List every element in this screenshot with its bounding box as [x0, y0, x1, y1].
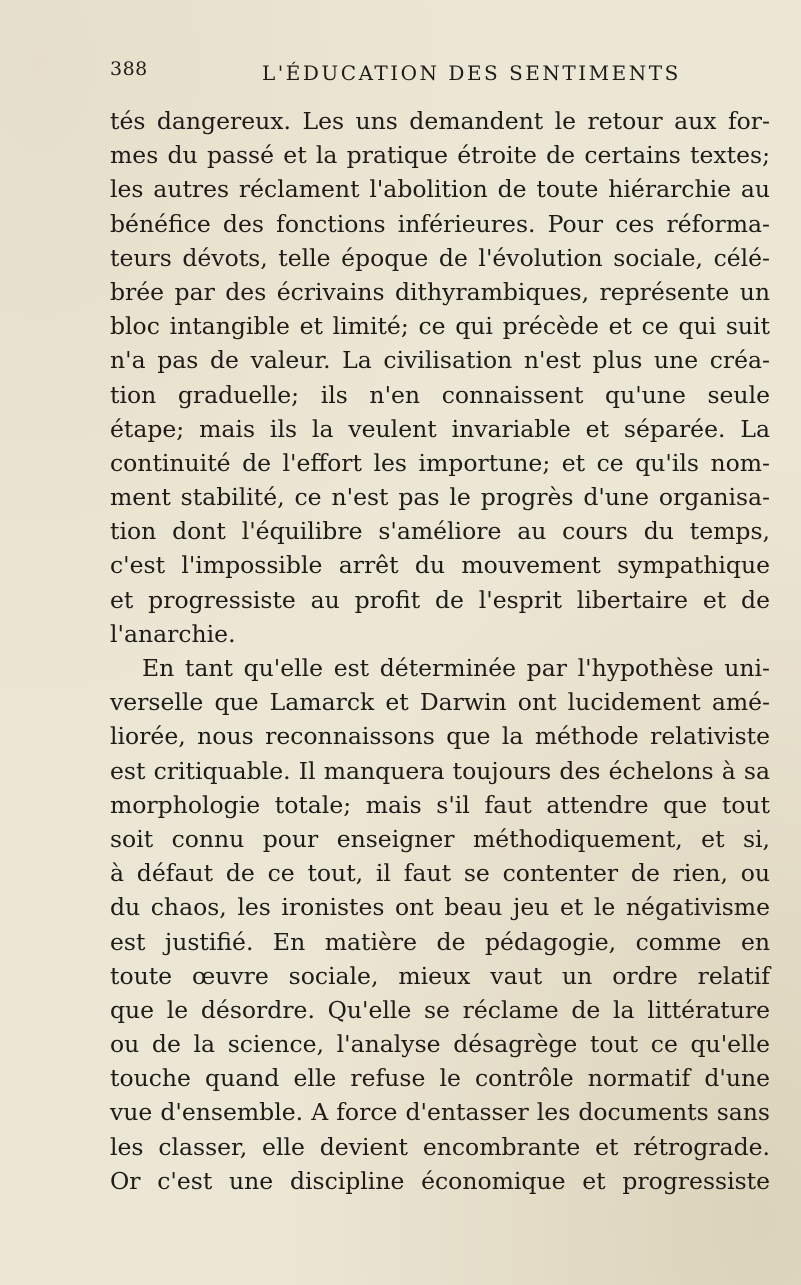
text-line: tés dangereux. Les uns demandent le retour aux for- [110, 107, 770, 135]
text-line: est justifié. En matière de pédagogie, comme en [110, 927, 770, 956]
text-line: ment stabilité, ce n'est pas le progrès d'une organisa- [110, 483, 770, 512]
text-line: touche quand elle refuse le contrôle normatif d'une [110, 1064, 770, 1093]
text-line: n'a pas de valeur. La civilisation n'est plus une créa- [110, 346, 770, 375]
text-line: teurs dévots, telle époque de l'évolution sociale, célé- [110, 243, 770, 272]
page-header [0, 50, 801, 90]
page-number: 388 [110, 58, 148, 80]
text-line: brée par des écrivains dithyrambiques, représente un [110, 277, 770, 306]
text-line: et progressiste au profit de l'esprit libertaire et de [110, 585, 770, 614]
running-title: L'ÉDUCATION DES SENTIMENTS [262, 61, 681, 85]
text-line: les classer, elle devient encombrante et rétrograde. [110, 1132, 770, 1161]
text-line: tion dont l'équilibre s'améliore au cours du temps, [110, 517, 770, 546]
text-line: soit connu pour enseigner méthodiquement, et si, [110, 824, 770, 853]
text-line: morphologie totale; mais s'il faut attendre que tout [110, 790, 770, 819]
text-line: verselle que Lamarck et Darwin ont lucidement amé- [110, 688, 770, 717]
text-line: toute œuvre sociale, mieux vaut un ordre relatif [110, 961, 770, 990]
text-line: l'anarchie. [110, 619, 236, 648]
text-line: c'est l'impossible arrêt du mouvement sympathique [110, 551, 770, 580]
paragraph [110, 104, 770, 651]
text-line: bénéfice des fonctions inférieures. Pour ces réforma- [110, 209, 770, 238]
text-line: mes du passé et la pratique étroite de certains textes; [110, 141, 770, 170]
text-line: ou de la science, l'analyse désagrège tout ce qu'elle [110, 1030, 770, 1059]
text-line: vue d'ensemble. A force d'entasser les documents sans [110, 1098, 770, 1127]
text-line: Or c'est une discipline économique et progressiste [110, 1166, 770, 1195]
text-line: continuité de l'effort les importune; et ce qu'ils nom- [110, 448, 770, 477]
text-line: que le désordre. Qu'elle se réclame de la littérature [110, 995, 770, 1024]
body-text [110, 104, 770, 1198]
paragraph [110, 651, 770, 1198]
text-line: En tant qu'elle est déterminée par l'hypothèse uni- [142, 654, 770, 682]
text-line: tion graduelle; ils n'en connaissent qu'une seule [110, 380, 770, 409]
text-line: à défaut de ce tout, il faut se contenter de rien, ou [110, 859, 770, 888]
text-line: liorée, nous reconnaissons que la méthode relativiste [110, 722, 770, 751]
text-line: bloc intangible et limité; ce qui précède et ce qui suit [110, 312, 770, 341]
text-line: les autres réclament l'abolition de toute hiérarchie au [110, 175, 770, 204]
text-line: est critiquable. Il manquera toujours des échelons à sa [110, 756, 770, 785]
text-line: étape; mais ils la veulent invariable et séparée. La [110, 414, 770, 443]
text-line: du chaos, les ironistes ont beau jeu et le négativisme [110, 893, 770, 922]
